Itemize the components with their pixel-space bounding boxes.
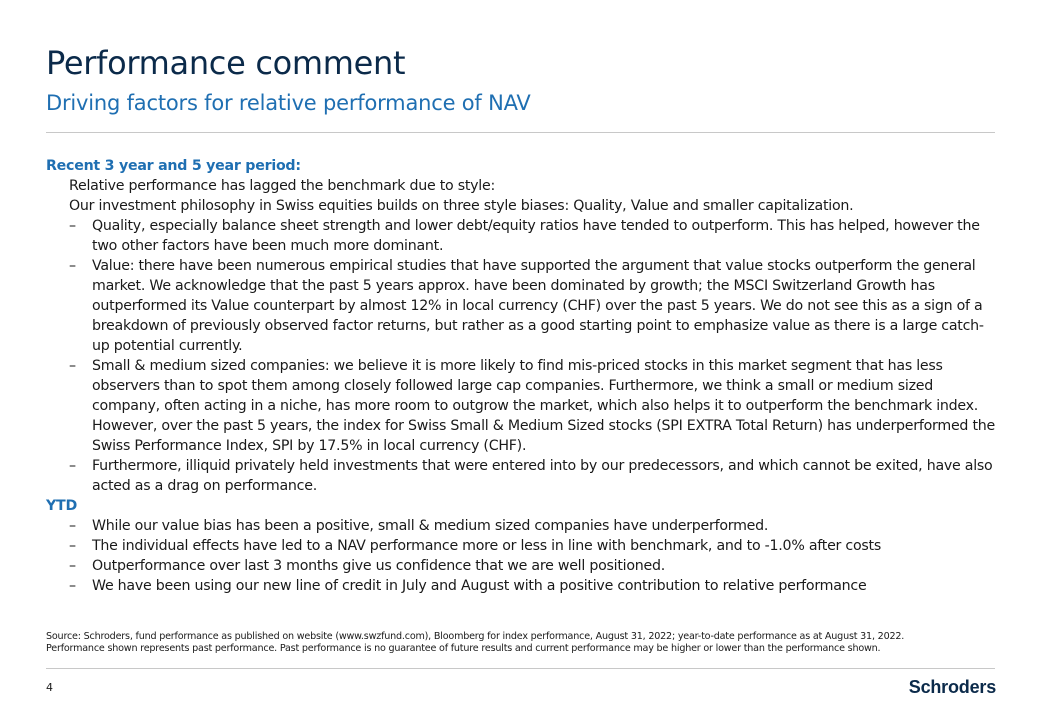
slide-body [46, 156, 998, 596]
page-title: Performance comment [46, 44, 406, 82]
dash-bullet-icon: – [69, 218, 76, 234]
bullet-text: Outperformance over last 3 months give us confidence that we are well positioned. [92, 558, 666, 574]
dash-bullet-icon: – [69, 578, 76, 594]
footnote-line: Performance shown represents past performance. Past performance is no guarantee of future results and current performance may be higher or lower than the performance shown. [46, 643, 881, 654]
recent-bullet-list [46, 216, 998, 496]
intro-line: Relative performance has lagged the benchmark due to style: [69, 178, 495, 194]
recent-intro [69, 176, 998, 216]
bullet-text: Small & medium sized companies: we believe it is more likely to find mis-priced stocks in this market segment that has less observers than to spot them among closely followed large cap companies. Furthermore, we think a small or medium sized company, often acting in a niche, has more room to outgrow the market, which also helps it to outperform the benchmark index. However, over the past 5 years, the index for Swiss Small & Medium Sized stocks (SPI EXTRA Total Return) has underperformed the Swiss Performance Index, SPI by 17.5% in local currency (CHF). [92, 358, 995, 454]
footer-divider [46, 668, 995, 669]
bullet-item-illiquid [46, 456, 998, 496]
bullet-item-ytd [46, 536, 998, 556]
source-footnote [46, 631, 996, 655]
dash-bullet-icon: – [69, 558, 76, 574]
bullet-item-ytd [46, 576, 998, 596]
header-divider [46, 132, 995, 133]
bullet-item-ytd [46, 556, 998, 576]
schroders-logo: Schroders [908, 677, 996, 697]
bullet-text: Value: there have been numerous empirical studies that have supported the argument that value stocks outperform the general market. We acknowledge that the past 5 years approx. have been dominated by growth; the MSCI Switzerland Growth has outperformed its Value counterpart by almost 12% in local currency (CHF) over the past 5 years. We do not see this as a sign of a breakdown of previously observed factor returns, but rather as a good starting point to emphasize value as there is a large catch-up potential currently. [92, 258, 984, 354]
bullet-text: While our value bias has been a positive, small & medium sized companies have underperformed. [92, 518, 769, 534]
bullet-text: We have been using our new line of credit in July and August with a positive contribution to relative performance [92, 578, 867, 594]
dash-bullet-icon: – [69, 518, 76, 534]
page-number: 4 [46, 681, 53, 694]
bullet-item-quality [46, 216, 998, 256]
bullet-item-ytd [46, 516, 998, 536]
bullet-text: Furthermore, illiquid privately held investments that were entered into by our predecessors, and which cannot be exited, have also acted as a drag on performance. [92, 458, 993, 494]
footnote-line: Source: Schroders, fund performance as published on website (www.swzfund.com), Bloomberg for index performance, August 31, 2022; year-to-date performance as at August 31, 2022. [46, 631, 905, 642]
section-heading-ytd: YTD [46, 498, 77, 514]
bullet-text: The individual effects have led to a NAV performance more or less in line with benchmark, and to -1.0% after costs [92, 538, 881, 554]
intro-line: Our investment philosophy in Swiss equities builds on three style biases: Quality, Value and smaller capitalization. [69, 198, 854, 214]
dash-bullet-icon: – [69, 538, 76, 554]
bullet-item-value [46, 256, 998, 356]
section-heading-recent: Recent 3 year and 5 year period: [46, 158, 301, 174]
dash-bullet-icon: – [69, 358, 76, 374]
bullet-text: Quality, especially balance sheet strength and lower debt/equity ratios have tended to outperform. This has helped, however the two other factors have been much more dominant. [92, 218, 980, 254]
dash-bullet-icon: – [69, 458, 76, 474]
bullet-item-small-medium [46, 356, 998, 456]
ytd-bullet-list [46, 516, 998, 596]
page-subtitle: Driving factors for relative performance of NAV [46, 91, 531, 115]
dash-bullet-icon: – [69, 258, 76, 274]
